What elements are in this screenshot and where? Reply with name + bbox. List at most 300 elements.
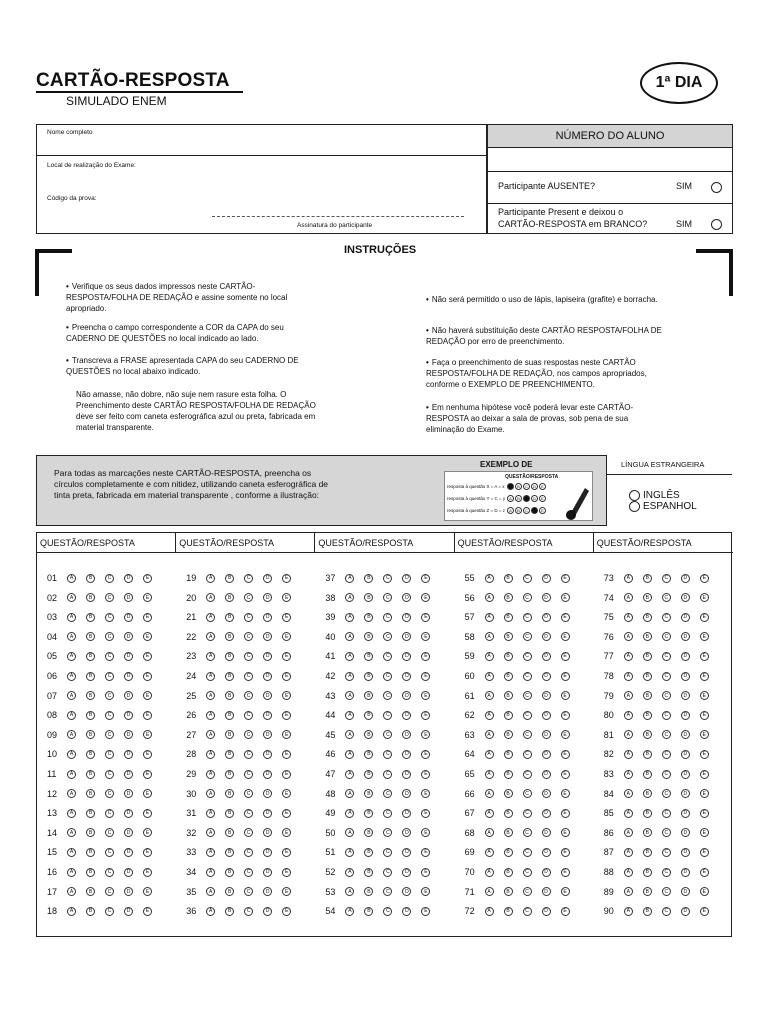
answer-bubble-b[interactable]: B [504, 691, 513, 700]
answer-bubble-d[interactable]: D [263, 711, 272, 720]
answer-bubble-e[interactable]: E [282, 770, 291, 779]
answer-bubble-b[interactable]: B [225, 730, 234, 739]
answer-bubble-b[interactable]: B [643, 613, 652, 622]
answer-bubble-c[interactable]: C [523, 672, 532, 681]
answer-bubble-d[interactable]: D [263, 613, 272, 622]
answer-bubble-a[interactable]: A [485, 770, 494, 779]
answer-bubble-d[interactable]: D [681, 809, 690, 818]
answer-bubble-a[interactable]: A [206, 887, 215, 896]
answer-bubble-c[interactable]: C [105, 828, 114, 837]
answer-bubble-d[interactable]: D [542, 691, 551, 700]
answer-bubble-a[interactable]: A [206, 750, 215, 759]
answer-bubble-b[interactable]: B [643, 809, 652, 818]
answer-bubble-d[interactable]: D [263, 848, 272, 857]
radio-icon[interactable] [629, 490, 640, 501]
answer-bubble-b[interactable]: B [504, 789, 513, 798]
answer-bubble-e[interactable]: E [561, 691, 570, 700]
blank-radio[interactable] [711, 219, 722, 230]
answer-bubble-d[interactable]: D [681, 652, 690, 661]
answer-bubble-d[interactable]: D [263, 770, 272, 779]
answer-bubble-e[interactable]: E [282, 907, 291, 916]
answer-bubble-a[interactable]: A [67, 593, 76, 602]
answer-bubble-a[interactable]: A [485, 711, 494, 720]
answer-bubble-e[interactable]: E [421, 672, 430, 681]
answer-bubble-c[interactable]: C [105, 652, 114, 661]
answer-bubble-a[interactable]: A [624, 887, 633, 896]
answer-bubble-b[interactable]: B [504, 652, 513, 661]
answer-bubble-d[interactable]: D [542, 887, 551, 896]
answer-bubble-c[interactable]: C [662, 691, 671, 700]
answer-bubble-a[interactable]: A [485, 593, 494, 602]
answer-bubble-e[interactable]: E [282, 809, 291, 818]
answer-bubble-a[interactable]: A [485, 809, 494, 818]
answer-bubble-e[interactable]: E [282, 887, 291, 896]
answer-bubble-c[interactable]: C [244, 907, 253, 916]
answer-bubble-d[interactable]: D [542, 730, 551, 739]
answer-bubble-e[interactable]: E [561, 750, 570, 759]
answer-bubble-c[interactable]: C [244, 652, 253, 661]
answer-bubble-d[interactable]: D [402, 613, 411, 622]
answer-bubble-d[interactable]: D [681, 593, 690, 602]
answer-bubble-c[interactable]: C [105, 848, 114, 857]
answer-bubble-b[interactable]: B [643, 730, 652, 739]
answer-bubble-e[interactable]: E [561, 789, 570, 798]
answer-bubble-c[interactable]: C [662, 632, 671, 641]
answer-bubble-e[interactable]: E [700, 613, 709, 622]
answer-bubble-d[interactable]: D [402, 770, 411, 779]
answer-bubble-a[interactable]: A [345, 828, 354, 837]
answer-bubble-b[interactable]: B [86, 593, 95, 602]
answer-bubble-c[interactable]: C [105, 632, 114, 641]
answer-bubble-d[interactable]: D [124, 868, 133, 877]
answer-bubble-a[interactable]: A [206, 770, 215, 779]
answer-bubble-d[interactable]: D [263, 789, 272, 798]
answer-bubble-a[interactable]: A [624, 770, 633, 779]
answer-bubble-a[interactable]: A [485, 632, 494, 641]
answer-bubble-c[interactable]: C [662, 613, 671, 622]
answer-bubble-a[interactable]: A [345, 887, 354, 896]
answer-bubble-c[interactable]: C [105, 750, 114, 759]
answer-bubble-d[interactable]: D [263, 691, 272, 700]
answer-bubble-e[interactable]: E [421, 574, 430, 583]
answer-bubble-c[interactable]: C [523, 711, 532, 720]
answer-bubble-d[interactable]: D [124, 691, 133, 700]
answer-bubble-a[interactable]: A [67, 574, 76, 583]
signature-line[interactable] [212, 216, 464, 217]
answer-bubble-b[interactable]: B [364, 632, 373, 641]
answer-bubble-e[interactable]: E [282, 789, 291, 798]
answer-bubble-a[interactable]: A [67, 770, 76, 779]
answer-bubble-d[interactable]: D [681, 789, 690, 798]
answer-bubble-c[interactable]: C [244, 613, 253, 622]
answer-bubble-e[interactable]: E [143, 789, 152, 798]
answer-bubble-e[interactable]: E [143, 652, 152, 661]
answer-bubble-b[interactable]: B [86, 672, 95, 681]
answer-bubble-b[interactable]: B [225, 750, 234, 759]
answer-bubble-d[interactable]: D [124, 887, 133, 896]
answer-bubble-e[interactable]: E [421, 809, 430, 818]
answer-bubble-e[interactable]: E [421, 887, 430, 896]
answer-bubble-b[interactable]: B [364, 711, 373, 720]
answer-bubble-d[interactable]: D [542, 574, 551, 583]
answer-bubble-c[interactable]: C [383, 887, 392, 896]
answer-bubble-a[interactable]: A [67, 828, 76, 837]
answer-bubble-d[interactable]: D [402, 632, 411, 641]
answer-bubble-e[interactable]: E [282, 828, 291, 837]
answer-bubble-b[interactable]: B [86, 848, 95, 857]
answer-bubble-b[interactable]: B [364, 593, 373, 602]
answer-bubble-e[interactable]: E [143, 574, 152, 583]
answer-bubble-a[interactable]: A [345, 613, 354, 622]
answer-bubble-a[interactable]: A [345, 750, 354, 759]
answer-bubble-d[interactable]: D [542, 613, 551, 622]
answer-bubble-b[interactable]: B [364, 770, 373, 779]
answer-bubble-e[interactable]: E [143, 730, 152, 739]
answer-bubble-c[interactable]: C [105, 593, 114, 602]
answer-bubble-b[interactable]: B [364, 750, 373, 759]
answer-bubble-a[interactable]: A [345, 868, 354, 877]
answer-bubble-a[interactable]: A [67, 652, 76, 661]
answer-bubble-a[interactable]: A [624, 632, 633, 641]
answer-bubble-b[interactable]: B [225, 652, 234, 661]
answer-bubble-b[interactable]: B [86, 868, 95, 877]
answer-bubble-e[interactable]: E [700, 848, 709, 857]
answer-bubble-b[interactable]: B [364, 887, 373, 896]
answer-bubble-e[interactable]: E [561, 711, 570, 720]
answer-bubble-b[interactable]: B [643, 750, 652, 759]
answer-bubble-e[interactable]: E [143, 828, 152, 837]
absent-radio[interactable] [711, 182, 722, 193]
answer-bubble-a[interactable]: A [67, 632, 76, 641]
answer-bubble-b[interactable]: B [225, 632, 234, 641]
answer-bubble-b[interactable]: B [225, 809, 234, 818]
answer-bubble-b[interactable]: B [643, 848, 652, 857]
answer-bubble-c[interactable]: C [523, 652, 532, 661]
answer-bubble-b[interactable]: B [364, 789, 373, 798]
answer-bubble-d[interactable]: D [681, 632, 690, 641]
answer-bubble-c[interactable]: C [662, 730, 671, 739]
language-option-english[interactable]: INGLÊS [629, 490, 680, 501]
answer-bubble-e[interactable]: E [700, 730, 709, 739]
answer-bubble-b[interactable]: B [225, 593, 234, 602]
answer-bubble-b[interactable]: B [86, 828, 95, 837]
answer-bubble-d[interactable]: D [402, 593, 411, 602]
answer-bubble-a[interactable]: A [206, 593, 215, 602]
answer-bubble-b[interactable]: B [225, 887, 234, 896]
answer-bubble-a[interactable]: A [206, 848, 215, 857]
answer-bubble-d[interactable]: D [542, 632, 551, 641]
answer-bubble-b[interactable]: B [225, 828, 234, 837]
answer-bubble-d[interactable]: D [542, 789, 551, 798]
answer-bubble-a[interactable]: A [485, 672, 494, 681]
answer-bubble-c[interactable]: C [523, 593, 532, 602]
answer-bubble-a[interactable]: A [485, 691, 494, 700]
answer-bubble-e[interactable]: E [421, 848, 430, 857]
answer-bubble-e[interactable]: E [421, 750, 430, 759]
answer-bubble-d[interactable]: D [402, 574, 411, 583]
answer-bubble-b[interactable]: B [643, 711, 652, 720]
answer-bubble-c[interactable]: C [244, 809, 253, 818]
answer-bubble-d[interactable]: D [681, 750, 690, 759]
answer-bubble-c[interactable]: C [105, 691, 114, 700]
answer-bubble-e[interactable]: E [561, 613, 570, 622]
answer-bubble-c[interactable]: C [523, 907, 532, 916]
answer-bubble-a[interactable]: A [67, 868, 76, 877]
answer-bubble-d[interactable]: D [681, 691, 690, 700]
answer-bubble-c[interactable]: C [523, 730, 532, 739]
answer-bubble-e[interactable]: E [421, 613, 430, 622]
answer-bubble-a[interactable]: A [67, 672, 76, 681]
answer-bubble-e[interactable]: E [561, 887, 570, 896]
answer-bubble-c[interactable]: C [523, 574, 532, 583]
answer-bubble-b[interactable]: B [364, 672, 373, 681]
answer-bubble-b[interactable]: B [86, 907, 95, 916]
answer-bubble-b[interactable]: B [504, 868, 513, 877]
answer-bubble-d[interactable]: D [402, 887, 411, 896]
answer-bubble-b[interactable]: B [504, 848, 513, 857]
answer-bubble-b[interactable]: B [504, 593, 513, 602]
answer-bubble-d[interactable]: D [263, 868, 272, 877]
answer-bubble-e[interactable]: E [143, 809, 152, 818]
answer-bubble-b[interactable]: B [86, 789, 95, 798]
answer-bubble-a[interactable]: A [485, 887, 494, 896]
answer-bubble-c[interactable]: C [383, 652, 392, 661]
answer-bubble-b[interactable]: B [504, 672, 513, 681]
answer-bubble-b[interactable]: B [504, 711, 513, 720]
answer-bubble-c[interactable]: C [662, 770, 671, 779]
answer-bubble-a[interactable]: A [624, 868, 633, 877]
answer-bubble-c[interactable]: C [383, 593, 392, 602]
answer-bubble-e[interactable]: E [143, 691, 152, 700]
answer-bubble-c[interactable]: C [105, 711, 114, 720]
answer-bubble-e[interactable]: E [700, 574, 709, 583]
answer-bubble-a[interactable]: A [67, 750, 76, 759]
answer-bubble-c[interactable]: C [244, 848, 253, 857]
answer-bubble-b[interactable]: B [643, 574, 652, 583]
answer-bubble-b[interactable]: B [364, 730, 373, 739]
answer-bubble-d[interactable]: D [542, 672, 551, 681]
answer-bubble-c[interactable]: C [244, 672, 253, 681]
answer-bubble-b[interactable]: B [225, 613, 234, 622]
answer-bubble-a[interactable]: A [206, 828, 215, 837]
answer-bubble-b[interactable]: B [643, 632, 652, 641]
answer-bubble-c[interactable]: C [662, 887, 671, 896]
answer-bubble-c[interactable]: C [105, 887, 114, 896]
answer-bubble-d[interactable]: D [402, 711, 411, 720]
answer-bubble-c[interactable]: C [383, 809, 392, 818]
answer-bubble-b[interactable]: B [504, 887, 513, 896]
answer-bubble-b[interactable]: B [86, 613, 95, 622]
answer-bubble-d[interactable]: D [681, 711, 690, 720]
answer-bubble-e[interactable]: E [282, 672, 291, 681]
answer-bubble-a[interactable]: A [206, 632, 215, 641]
answer-bubble-d[interactable]: D [263, 574, 272, 583]
answer-bubble-b[interactable]: B [504, 809, 513, 818]
answer-bubble-c[interactable]: C [383, 907, 392, 916]
answer-bubble-e[interactable]: E [421, 868, 430, 877]
answer-bubble-d[interactable]: D [402, 652, 411, 661]
answer-bubble-e[interactable]: E [143, 868, 152, 877]
answer-bubble-a[interactable]: A [345, 730, 354, 739]
answer-bubble-a[interactable]: A [624, 750, 633, 759]
answer-bubble-e[interactable]: E [282, 652, 291, 661]
answer-bubble-b[interactable]: B [86, 691, 95, 700]
answer-bubble-e[interactable]: E [561, 868, 570, 877]
answer-bubble-b[interactable]: B [225, 789, 234, 798]
answer-bubble-c[interactable]: C [244, 770, 253, 779]
answer-bubble-e[interactable]: E [700, 652, 709, 661]
answer-bubble-c[interactable]: C [523, 750, 532, 759]
answer-bubble-c[interactable]: C [244, 789, 253, 798]
answer-bubble-a[interactable]: A [67, 809, 76, 818]
answer-bubble-a[interactable]: A [624, 828, 633, 837]
answer-bubble-b[interactable]: B [504, 632, 513, 641]
answer-bubble-a[interactable]: A [485, 750, 494, 759]
answer-bubble-b[interactable]: B [86, 711, 95, 720]
answer-bubble-a[interactable]: A [485, 789, 494, 798]
answer-bubble-c[interactable]: C [523, 828, 532, 837]
answer-bubble-c[interactable]: C [105, 809, 114, 818]
answer-bubble-a[interactable]: A [67, 907, 76, 916]
answer-bubble-c[interactable]: C [662, 652, 671, 661]
answer-bubble-e[interactable]: E [282, 711, 291, 720]
answer-bubble-c[interactable]: C [383, 574, 392, 583]
answer-bubble-d[interactable]: D [124, 828, 133, 837]
answer-bubble-c[interactable]: C [105, 730, 114, 739]
answer-bubble-c[interactable]: C [662, 789, 671, 798]
answer-bubble-e[interactable]: E [700, 593, 709, 602]
answer-bubble-c[interactable]: C [244, 730, 253, 739]
answer-bubble-c[interactable]: C [523, 691, 532, 700]
answer-bubble-c[interactable]: C [662, 711, 671, 720]
answer-bubble-c[interactable]: C [383, 691, 392, 700]
answer-bubble-c[interactable]: C [662, 574, 671, 583]
answer-bubble-d[interactable]: D [402, 789, 411, 798]
answer-bubble-a[interactable]: A [67, 711, 76, 720]
answer-bubble-c[interactable]: C [662, 828, 671, 837]
answer-bubble-e[interactable]: E [421, 907, 430, 916]
answer-bubble-b[interactable]: B [643, 868, 652, 877]
answer-bubble-c[interactable]: C [383, 632, 392, 641]
answer-bubble-c[interactable]: C [244, 828, 253, 837]
answer-bubble-b[interactable]: B [364, 848, 373, 857]
answer-bubble-d[interactable]: D [542, 711, 551, 720]
answer-bubble-c[interactable]: C [105, 907, 114, 916]
answer-bubble-a[interactable]: A [624, 907, 633, 916]
answer-bubble-d[interactable]: D [124, 574, 133, 583]
answer-bubble-e[interactable]: E [561, 593, 570, 602]
answer-bubble-b[interactable]: B [643, 691, 652, 700]
answer-bubble-d[interactable]: D [542, 750, 551, 759]
answer-bubble-b[interactable]: B [86, 652, 95, 661]
answer-bubble-b[interactable]: B [86, 574, 95, 583]
answer-bubble-b[interactable]: B [643, 907, 652, 916]
answer-bubble-c[interactable]: C [662, 868, 671, 877]
radio-icon[interactable] [629, 501, 640, 512]
answer-bubble-b[interactable]: B [643, 770, 652, 779]
answer-bubble-c[interactable]: C [523, 848, 532, 857]
answer-bubble-c[interactable]: C [383, 789, 392, 798]
answer-bubble-b[interactable]: B [504, 613, 513, 622]
answer-bubble-c[interactable]: C [383, 613, 392, 622]
answer-bubble-d[interactable]: D [402, 848, 411, 857]
answer-bubble-c[interactable]: C [523, 887, 532, 896]
answer-bubble-b[interactable]: B [504, 770, 513, 779]
answer-bubble-d[interactable]: D [542, 848, 551, 857]
answer-bubble-a[interactable]: A [206, 652, 215, 661]
answer-bubble-b[interactable]: B [225, 907, 234, 916]
answer-bubble-b[interactable]: B [225, 574, 234, 583]
answer-bubble-a[interactable]: A [67, 887, 76, 896]
answer-bubble-d[interactable]: D [542, 652, 551, 661]
answer-bubble-a[interactable]: A [67, 613, 76, 622]
answer-bubble-a[interactable]: A [624, 574, 633, 583]
answer-bubble-b[interactable]: B [225, 848, 234, 857]
answer-bubble-c[interactable]: C [105, 574, 114, 583]
answer-bubble-d[interactable]: D [402, 809, 411, 818]
answer-bubble-e[interactable]: E [143, 672, 152, 681]
answer-bubble-d[interactable]: D [124, 730, 133, 739]
answer-bubble-e[interactable]: E [282, 593, 291, 602]
answer-bubble-d[interactable]: D [402, 750, 411, 759]
answer-bubble-e[interactable]: E [561, 828, 570, 837]
answer-bubble-b[interactable]: B [86, 770, 95, 779]
answer-bubble-e[interactable]: E [421, 632, 430, 641]
answer-bubble-c[interactable]: C [383, 868, 392, 877]
answer-bubble-c[interactable]: C [244, 711, 253, 720]
answer-bubble-c[interactable]: C [105, 613, 114, 622]
answer-bubble-e[interactable]: E [143, 750, 152, 759]
answer-bubble-c[interactable]: C [383, 711, 392, 720]
answer-bubble-d[interactable]: D [124, 907, 133, 916]
answer-bubble-d[interactable]: D [124, 789, 133, 798]
answer-bubble-d[interactable]: D [681, 828, 690, 837]
answer-bubble-d[interactable]: D [542, 828, 551, 837]
answer-bubble-d[interactable]: D [402, 672, 411, 681]
answer-bubble-e[interactable]: E [700, 750, 709, 759]
answer-bubble-b[interactable]: B [86, 809, 95, 818]
answer-bubble-b[interactable]: B [504, 730, 513, 739]
answer-bubble-a[interactable]: A [206, 672, 215, 681]
answer-bubble-a[interactable]: A [345, 574, 354, 583]
answer-bubble-d[interactable]: D [124, 809, 133, 818]
answer-bubble-d[interactable]: D [681, 730, 690, 739]
answer-bubble-e[interactable]: E [282, 632, 291, 641]
answer-bubble-e[interactable]: E [700, 868, 709, 877]
answer-bubble-d[interactable]: D [263, 672, 272, 681]
answer-bubble-b[interactable]: B [225, 770, 234, 779]
answer-bubble-e[interactable]: E [421, 691, 430, 700]
answer-bubble-a[interactable]: A [206, 907, 215, 916]
answer-bubble-a[interactable]: A [485, 848, 494, 857]
answer-bubble-d[interactable]: D [402, 691, 411, 700]
answer-bubble-e[interactable]: E [561, 632, 570, 641]
answer-bubble-d[interactable]: D [124, 770, 133, 779]
answer-bubble-d[interactable]: D [681, 868, 690, 877]
answer-bubble-c[interactable]: C [105, 770, 114, 779]
answer-bubble-e[interactable]: E [700, 691, 709, 700]
answer-bubble-b[interactable]: B [643, 828, 652, 837]
answer-bubble-d[interactable]: D [402, 868, 411, 877]
answer-bubble-e[interactable]: E [143, 711, 152, 720]
answer-bubble-b[interactable]: B [225, 672, 234, 681]
answer-bubble-b[interactable]: B [643, 593, 652, 602]
answer-bubble-c[interactable]: C [662, 593, 671, 602]
answer-bubble-d[interactable]: D [124, 750, 133, 759]
answer-bubble-c[interactable]: C [383, 672, 392, 681]
answer-bubble-b[interactable]: B [225, 868, 234, 877]
answer-bubble-e[interactable]: E [421, 770, 430, 779]
